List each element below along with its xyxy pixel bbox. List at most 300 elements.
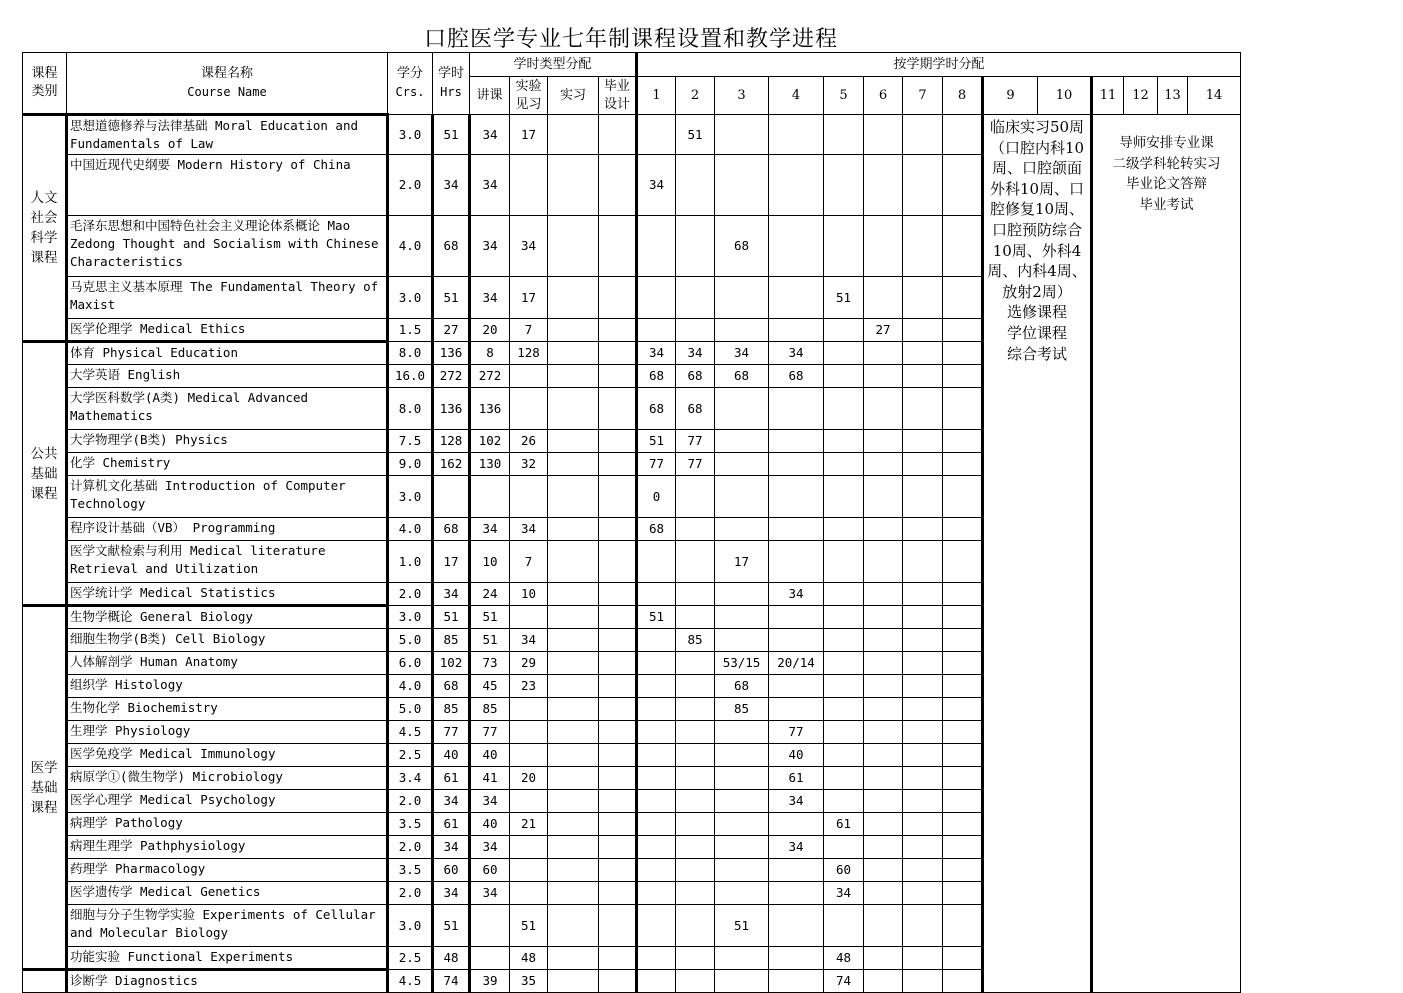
semester-3-hours: [715, 947, 769, 970]
semester-6-hours: [864, 882, 903, 905]
course-internship: [548, 453, 599, 476]
course-design: [599, 813, 637, 836]
page-title: 口腔医学专业七年制课程设置和教学进程: [423, 27, 838, 52]
course-internship: [548, 216, 599, 277]
semester-2-hours: [676, 790, 715, 813]
course-lecture: 20: [470, 319, 510, 342]
semester-4-hours: [769, 970, 824, 993]
course-experiment: 21: [510, 813, 548, 836]
category-cell: 医学 基础 课程: [23, 606, 67, 970]
semester-8-hours: [943, 430, 983, 453]
course-hours: 51: [433, 277, 470, 319]
course-experiment: [510, 882, 548, 905]
semester-1-hours: [637, 813, 676, 836]
course-credits: 4.0: [388, 216, 433, 277]
semester-3-hours: [715, 476, 769, 518]
semester-7-hours: [903, 216, 943, 277]
course-name: 病理生理学 Pathphysiology: [67, 836, 388, 859]
semester-7-hours: [903, 606, 943, 629]
semester-6-hours: [864, 790, 903, 813]
course-hours: 51: [433, 115, 470, 155]
course-hours: 34: [433, 882, 470, 905]
semester-4-hours: [769, 115, 824, 155]
semester-1-hours: 51: [637, 606, 676, 629]
semester-3-hours: 68: [715, 216, 769, 277]
course-name: 组织学 Histology: [67, 675, 388, 698]
semester-5-hours: [824, 476, 864, 518]
course-hours: 27: [433, 319, 470, 342]
course-experiment: 20: [510, 767, 548, 790]
course-internship: [548, 744, 599, 767]
semester-5-hours: [824, 319, 864, 342]
semester-7-hours: [903, 365, 943, 388]
course-name: 中国近现代史纲要 Modern History of China: [67, 155, 388, 216]
header-semester-group: 按学期学时分配: [637, 53, 1241, 77]
course-lecture: 85: [470, 698, 510, 721]
course-internship: [548, 342, 599, 365]
course-hours: 34: [433, 583, 470, 606]
semester-1-hours: 34: [637, 155, 676, 216]
semester-6-hours: [864, 115, 903, 155]
course-name: 病理学 Pathology: [67, 813, 388, 836]
semester-7-hours: [903, 155, 943, 216]
semester-2-hours: [676, 518, 715, 541]
semester-5-hours: [824, 905, 864, 947]
course-name: 生理学 Physiology: [67, 721, 388, 744]
course-lecture: 136: [470, 388, 510, 430]
semester-2-hours: 68: [676, 388, 715, 430]
semester-5-hours: [824, 606, 864, 629]
course-name: 医学文献检索与利用 Medical literature Retrieval and Utilization: [67, 541, 388, 583]
course-credits: 3.0: [388, 115, 433, 155]
semester-7-hours: [903, 744, 943, 767]
course-hours: 85: [433, 698, 470, 721]
course-experiment: [510, 859, 548, 882]
course-experiment: 10: [510, 583, 548, 606]
course-design: [599, 606, 637, 629]
course-lecture: 34: [470, 882, 510, 905]
semester-6-hours: [864, 629, 903, 652]
semester-8-hours: [943, 453, 983, 476]
course-internship: [548, 947, 599, 970]
course-design: [599, 518, 637, 541]
semester-5-hours: [824, 652, 864, 675]
semester-2-hours: [676, 216, 715, 277]
course-experiment: 35: [510, 970, 548, 993]
header-semester-8: 8: [943, 77, 983, 115]
course-design: [599, 859, 637, 882]
course-lecture: 34: [470, 790, 510, 813]
course-name: 大学英语 English: [67, 365, 388, 388]
course-credits: 3.0: [388, 277, 433, 319]
course-hours: 34: [433, 836, 470, 859]
course-lecture: 34: [470, 155, 510, 216]
semester-5-hours: [824, 518, 864, 541]
course-credits: 9.0: [388, 453, 433, 476]
semester-1-hours: [637, 721, 676, 744]
semester-4-hours: [769, 606, 824, 629]
semester-1-hours: [637, 675, 676, 698]
course-experiment: [510, 836, 548, 859]
semester-4-hours: [769, 629, 824, 652]
semester-1-hours: [637, 698, 676, 721]
semester-6-hours: [864, 947, 903, 970]
semester-8-hours: [943, 541, 983, 583]
course-hours: 34: [433, 155, 470, 216]
course-experiment: 29: [510, 652, 548, 675]
semester-1-hours: [637, 277, 676, 319]
course-lecture: 10: [470, 541, 510, 583]
semester-8-hours: [943, 342, 983, 365]
semester-8-hours: [943, 606, 983, 629]
course-experiment: 34: [510, 518, 548, 541]
semester-7-hours: [903, 319, 943, 342]
course-name: 细胞生物学(B类) Cell Biology: [67, 629, 388, 652]
header-semester-3: 3: [715, 77, 769, 115]
semester-3-hours: [715, 767, 769, 790]
semester-2-hours: [676, 155, 715, 216]
course-credits: 8.0: [388, 342, 433, 365]
semester-8-hours: [943, 970, 983, 993]
semester-4-hours: [769, 518, 824, 541]
semester-2-hours: [676, 583, 715, 606]
course-lecture: 34: [470, 216, 510, 277]
semester-8-hours: [943, 518, 983, 541]
semester-3-hours: [715, 388, 769, 430]
course-experiment: [510, 790, 548, 813]
semester-3-hours: [715, 744, 769, 767]
header-semester-14: 14: [1188, 77, 1241, 115]
course-experiment: 51: [510, 905, 548, 947]
semester-1-hours: [637, 744, 676, 767]
header-credits: 学分 Crs.: [388, 53, 433, 115]
header-semester-1: 1: [637, 77, 676, 115]
semester-2-hours: 51: [676, 115, 715, 155]
semester-4-hours: 20/14: [769, 652, 824, 675]
semester-8-hours: [943, 476, 983, 518]
course-hours: 272: [433, 365, 470, 388]
course-name: 体育 Physical Education: [67, 342, 388, 365]
semester-3-hours: [715, 629, 769, 652]
semester-6-hours: [864, 813, 903, 836]
semester-1-hours: [637, 790, 676, 813]
course-name: 程序设计基础（VB） Programming: [67, 518, 388, 541]
semester-3-hours: [715, 453, 769, 476]
semester-5-hours: [824, 744, 864, 767]
semester-8-hours: [943, 836, 983, 859]
header-hours: 学时 Hrs: [433, 53, 470, 115]
course-experiment: [510, 698, 548, 721]
course-internship: [548, 767, 599, 790]
course-credits: 4.5: [388, 970, 433, 993]
semester-4-hours: [769, 698, 824, 721]
header-semester-6: 6: [864, 77, 903, 115]
semester-1-hours: 68: [637, 388, 676, 430]
semester-8-hours: [943, 115, 983, 155]
course-name: 思想道德修养与法律基础 Moral Education and Fundamentals of Law: [67, 115, 388, 155]
course-name: 医学遗传学 Medical Genetics: [67, 882, 388, 905]
course-design: [599, 652, 637, 675]
semester-4-hours: 34: [769, 583, 824, 606]
course-design: [599, 277, 637, 319]
course-lecture: 34: [470, 277, 510, 319]
semester-2-hours: [676, 859, 715, 882]
course-lecture: 102: [470, 430, 510, 453]
course-design: [599, 947, 637, 970]
course-credits: 8.0: [388, 388, 433, 430]
semester-7-hours: [903, 583, 943, 606]
course-design: [599, 882, 637, 905]
course-credits: 2.0: [388, 583, 433, 606]
semester-5-hours: [824, 216, 864, 277]
header-row-1: [23, 53, 1241, 77]
semester-5-hours: [824, 342, 864, 365]
course-internship: [548, 277, 599, 319]
semester-8-hours: [943, 629, 983, 652]
course-design: [599, 453, 637, 476]
course-credits: 2.0: [388, 155, 433, 216]
semester-3-hours: [715, 319, 769, 342]
course-experiment: 23: [510, 675, 548, 698]
semester-7-hours: [903, 721, 943, 744]
semester-6-hours: [864, 155, 903, 216]
semester-7-hours: [903, 859, 943, 882]
course-internship: [548, 476, 599, 518]
course-name: 医学统计学 Medical Statistics: [67, 583, 388, 606]
semester-2-hours: [676, 652, 715, 675]
semester-5-hours: 60: [824, 859, 864, 882]
semester-4-hours: [769, 813, 824, 836]
semester-8-hours: [943, 767, 983, 790]
course-name: 马克思主义基本原理 The Fundamental Theory of Maxist: [67, 277, 388, 319]
semester-4-hours: [769, 905, 824, 947]
course-experiment: [510, 606, 548, 629]
course-experiment: [510, 365, 548, 388]
course-name: 毛泽东思想和中国特色社会主义理论体系概论 Mao Zedong Thought and Socialism with Chinese Characteristics: [67, 216, 388, 277]
course-hours: 40: [433, 744, 470, 767]
semester-8-hours: [943, 583, 983, 606]
semester-7-hours: [903, 388, 943, 430]
course-hours: 136: [433, 388, 470, 430]
course-internship: [548, 836, 599, 859]
course-credits: 2.0: [388, 836, 433, 859]
semester-2-hours: 85: [676, 629, 715, 652]
course-name: 诊断学 Diagnostics: [67, 970, 388, 993]
course-lecture: 51: [470, 606, 510, 629]
semester-6-hours: [864, 583, 903, 606]
semester-6-hours: [864, 859, 903, 882]
header-hour-type-group: 学时类型分配: [470, 53, 637, 77]
semester-4-hours: [769, 388, 824, 430]
course-name: 大学物理学(B类) Physics: [67, 430, 388, 453]
course-internship: [548, 790, 599, 813]
course-design: [599, 541, 637, 583]
course-name: 医学免疫学 Medical Immunology: [67, 744, 388, 767]
course-row: [23, 115, 1241, 155]
semester-8-hours: [943, 675, 983, 698]
semester-8-hours: [943, 721, 983, 744]
semester-4-hours: [769, 476, 824, 518]
semester-1-hours: [637, 541, 676, 583]
course-hours: 74: [433, 970, 470, 993]
semester-4-hours: [769, 216, 824, 277]
semester-7-hours: [903, 836, 943, 859]
semester-2-hours: 77: [676, 430, 715, 453]
course-hours: 61: [433, 813, 470, 836]
semester-1-hours: [637, 319, 676, 342]
semester-5-hours: [824, 721, 864, 744]
semester-5-hours: [824, 767, 864, 790]
course-lecture: 41: [470, 767, 510, 790]
course-name: 人体解剖学 Human Anatomy: [67, 652, 388, 675]
semester-3-hours: [715, 518, 769, 541]
semester-3-hours: 34: [715, 342, 769, 365]
semester-7-hours: [903, 115, 943, 155]
course-internship: [548, 905, 599, 947]
course-lecture: 40: [470, 813, 510, 836]
course-internship: [548, 629, 599, 652]
semester-3-hours: 68: [715, 365, 769, 388]
semester-6-hours: [864, 365, 903, 388]
course-experiment: 128: [510, 342, 548, 365]
course-lecture: 272: [470, 365, 510, 388]
course-credits: 2.0: [388, 882, 433, 905]
semester-5-hours: [824, 675, 864, 698]
course-credits: 3.5: [388, 813, 433, 836]
semester-8-hours: [943, 790, 983, 813]
semester-1-hours: [637, 970, 676, 993]
course-credits: 2.0: [388, 790, 433, 813]
course-credits: 2.5: [388, 744, 433, 767]
semester-6-hours: [864, 541, 903, 583]
semester-3-hours: 85: [715, 698, 769, 721]
semester-5-hours: [824, 698, 864, 721]
course-lecture: 8: [470, 342, 510, 365]
semester-5-hours: [824, 541, 864, 583]
semester-3-hours: [715, 790, 769, 813]
semester-4-hours: 77: [769, 721, 824, 744]
semester-7-hours: [903, 430, 943, 453]
course-name: 大学医科数学(A类) Medical Advanced Mathematics: [67, 388, 388, 430]
course-design: [599, 155, 637, 216]
semester-3-hours: [715, 836, 769, 859]
course-internship: [548, 115, 599, 155]
semester-4-hours: 68: [769, 365, 824, 388]
semester-7-hours: [903, 629, 943, 652]
semester-4-hours: [769, 430, 824, 453]
header-category: 课程 类别: [23, 53, 67, 115]
header-semester-13: 13: [1158, 77, 1188, 115]
semester-1-hours: 34: [637, 342, 676, 365]
semester-6-hours: [864, 836, 903, 859]
semester-1-hours: [637, 583, 676, 606]
course-design: [599, 583, 637, 606]
semester-7-hours: [903, 453, 943, 476]
course-lecture: 77: [470, 721, 510, 744]
semester-1-hours: [637, 115, 676, 155]
semester-2-hours: [676, 721, 715, 744]
course-credits: 2.5: [388, 947, 433, 970]
header-semester-2: 2: [676, 77, 715, 115]
semester-8-hours: [943, 319, 983, 342]
course-lecture: 40: [470, 744, 510, 767]
course-internship: [548, 319, 599, 342]
semester-3-hours: [715, 970, 769, 993]
course-hours: 34: [433, 790, 470, 813]
semester-6-hours: [864, 430, 903, 453]
note-semester-9-10: 临床实习50周（口腔内科10周、口腔颌面外科10周、口腔修复10周、口腔预防综合10周、外科4周、内科4周、放射2周） 选修课程 学位课程 综合考试: [983, 115, 1092, 993]
course-credits: 5.0: [388, 629, 433, 652]
course-name: 生物学概论 General Biology: [67, 606, 388, 629]
semester-2-hours: [676, 319, 715, 342]
semester-8-hours: [943, 813, 983, 836]
course-experiment: [510, 388, 548, 430]
semester-4-hours: [769, 453, 824, 476]
course-credits: 3.5: [388, 859, 433, 882]
semester-6-hours: [864, 652, 903, 675]
semester-8-hours: [943, 652, 983, 675]
semester-1-hours: [637, 836, 676, 859]
course-hours: 61: [433, 767, 470, 790]
semester-2-hours: [676, 767, 715, 790]
semester-4-hours: [769, 155, 824, 216]
semester-8-hours: [943, 216, 983, 277]
semester-1-hours: [637, 905, 676, 947]
semester-3-hours: [715, 606, 769, 629]
course-experiment: [510, 476, 548, 518]
semester-2-hours: 34: [676, 342, 715, 365]
header-experiment: 实验 见习: [510, 77, 548, 115]
course-credits: 1.5: [388, 319, 433, 342]
semester-8-hours: [943, 155, 983, 216]
semester-7-hours: [903, 882, 943, 905]
course-name: 药理学 Pharmacology: [67, 859, 388, 882]
course-experiment: 34: [510, 216, 548, 277]
semester-4-hours: [769, 947, 824, 970]
course-design: [599, 629, 637, 652]
semester-2-hours: [676, 675, 715, 698]
semester-1-hours: [637, 652, 676, 675]
semester-1-hours: [637, 629, 676, 652]
semester-8-hours: [943, 905, 983, 947]
semester-8-hours: [943, 882, 983, 905]
semester-6-hours: [864, 342, 903, 365]
semester-1-hours: [637, 767, 676, 790]
course-credits: 4.5: [388, 721, 433, 744]
semester-5-hours: [824, 430, 864, 453]
header-semester-9: 9: [983, 77, 1038, 115]
course-name: 细胞与分子生物学实验 Experiments of Cellular and Molecular Biology: [67, 905, 388, 947]
course-internship: [548, 721, 599, 744]
semester-4-hours: [769, 882, 824, 905]
semester-2-hours: [676, 947, 715, 970]
semester-6-hours: 27: [864, 319, 903, 342]
semester-7-hours: [903, 970, 943, 993]
semester-6-hours: [864, 970, 903, 993]
semester-7-hours: [903, 790, 943, 813]
course-name: 医学伦理学 Medical Ethics: [67, 319, 388, 342]
semester-7-hours: [903, 342, 943, 365]
semester-5-hours: [824, 453, 864, 476]
course-name: 化学 Chemistry: [67, 453, 388, 476]
semester-5-hours: 48: [824, 947, 864, 970]
category-cell: [23, 970, 67, 993]
semester-1-hours: [637, 947, 676, 970]
header-semester-7: 7: [903, 77, 943, 115]
semester-7-hours: [903, 947, 943, 970]
semester-1-hours: 0: [637, 476, 676, 518]
semester-4-hours: 34: [769, 342, 824, 365]
